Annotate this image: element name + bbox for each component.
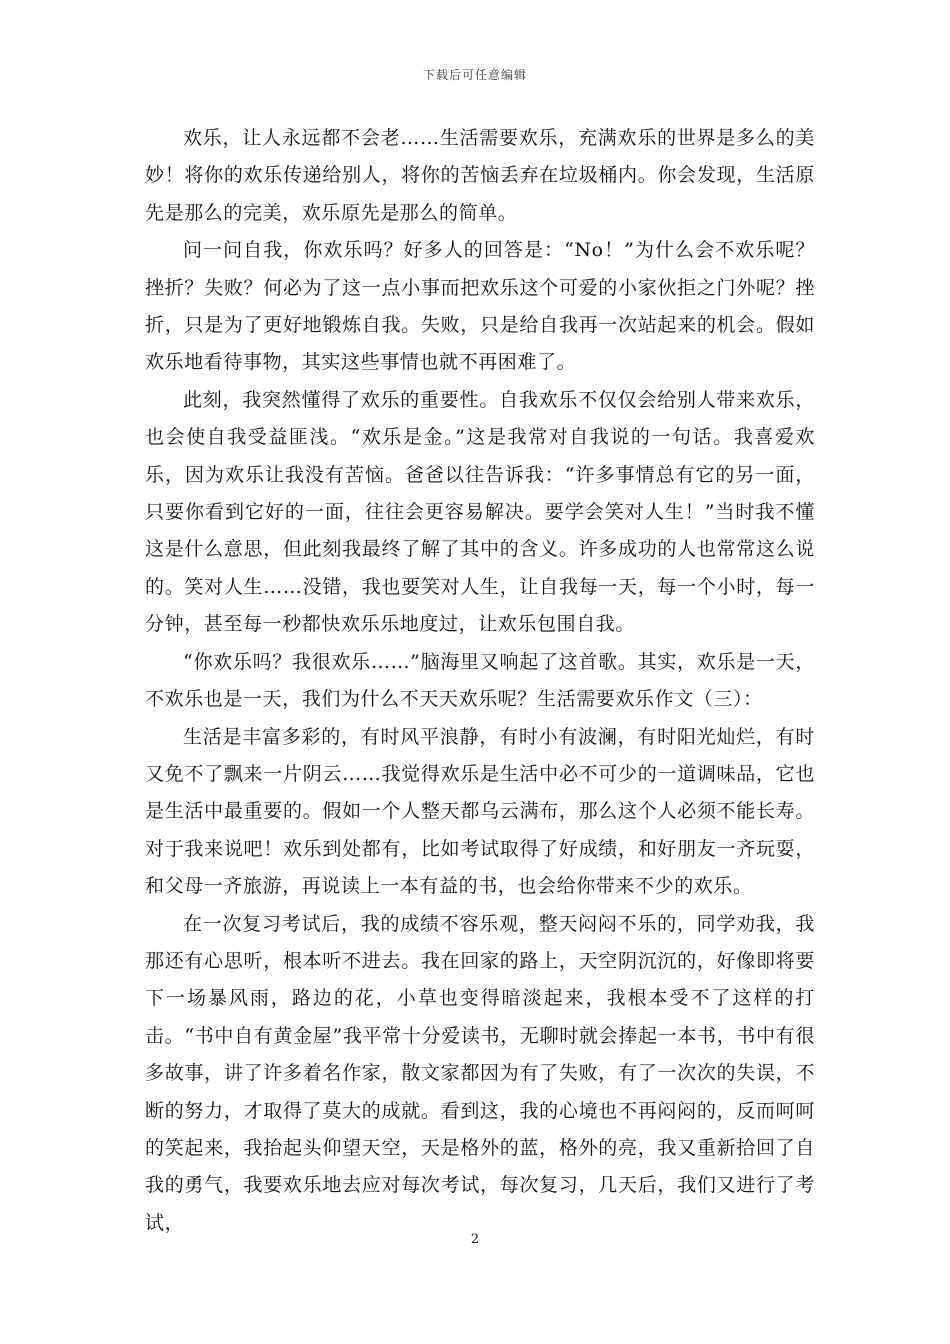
page-number: 2 [470, 1232, 480, 1247]
paragraph: 欢乐，让人永远都不会老……生活需要欢乐，充满欢乐的世界是多么的美妙！将你的欢乐传递给别人，将你的苦恼丢弃在垃圾桶内。你会发现，生活原先是那么的完美，欢乐原先是那么的简单。 [145, 127, 815, 224]
paragraph: 问一问自我，你欢乐吗？好多人的回答是：“No！”为什么会不欢乐呢？挫折？失败？何必为了这一点小事而把欢乐这个可爱的小家伙拒之门外呢？挫折，只是为了更好地锻炼自我。失败，只是给自我再一次站起来的机会。假如欢乐地看待事物，其实这些事情也就不再困难了。 [145, 239, 815, 374]
paragraph: 此刻，我突然懂得了欢乐的重要性。自我欢乐不仅仅会给别人带来欢乐，也会使自我受益匪浅。“欢乐是金。”这是我常对自我说的一句话。我喜爱欢乐，因为欢乐让我没有苦恼。爸爸以往告诉我：“许多事情总有它的另一面，只要你看到它好的一面，往往会更容易解决。要学会笑对人生！”当时我不懂这是什么意思，但此刻我最终了解了其中的含义。许多成功的人也常常这么说的。笑对人生……没错，我也要笑对人生，让自我每一天，每一个小时，每一分钟，甚至每一秒都快欢乐乐地度过，让欢乐包围自我。 [145, 388, 815, 636]
paragraph: 在一次复习考试后，我的成绩不容乐观，整天闷闷不乐的，同学劝我，我那还有心思听，根本听不进去。我在回家的路上，天空阴沉沉的，好像即将要下一场暴风雨，路边的花，小草也变得暗淡起来，我根本受不了这样的打击。“书中自有黄金屋”我平常十分爱读书，无聊时就会捧起一本书，书中有很多故事，讲了许多着名作家，散文家都因为有了失败，有了一次次的失误，不断的努力，才取得了莫大的成就。看到这，我的心境也不再闷闷的，反而呵呵的笑起来，我抬起头仰望天空，天是格外的蓝，格外的亮，我又重新拾回了自我的勇气，我要欢乐地去应对每次考试，每次复习，几天后，我们又进行了考试， [145, 912, 815, 1234]
paragraph: “你欢乐吗？我很欢乐……”脑海里又响起了这首歌。其实，欢乐是一天，不欢乐也是一天，我们为什么不天天欢乐呢？生活需要欢乐作文（三）： [145, 650, 815, 711]
paragraph: 生活是丰富多彩的，有时风平浪静，有时小有波澜，有时阳光灿烂，有时又免不了飘来一片阴云……我觉得欢乐是生活中必不可少的一道调味品，它也是生活中最重要的。假如一个人整天都乌云满布，那么这个人必须不能长寿。对于我来说吧！欢乐到处都有，比如考试取得了好成绩，和好朋友一齐玩耍，和父母一齐旅游，再说读上一本有益的书，也会给你带来不少的欢乐。 [145, 725, 815, 898]
document-body [145, 120, 815, 1242]
page-header: 下载后可任意编辑 [422, 68, 527, 82]
